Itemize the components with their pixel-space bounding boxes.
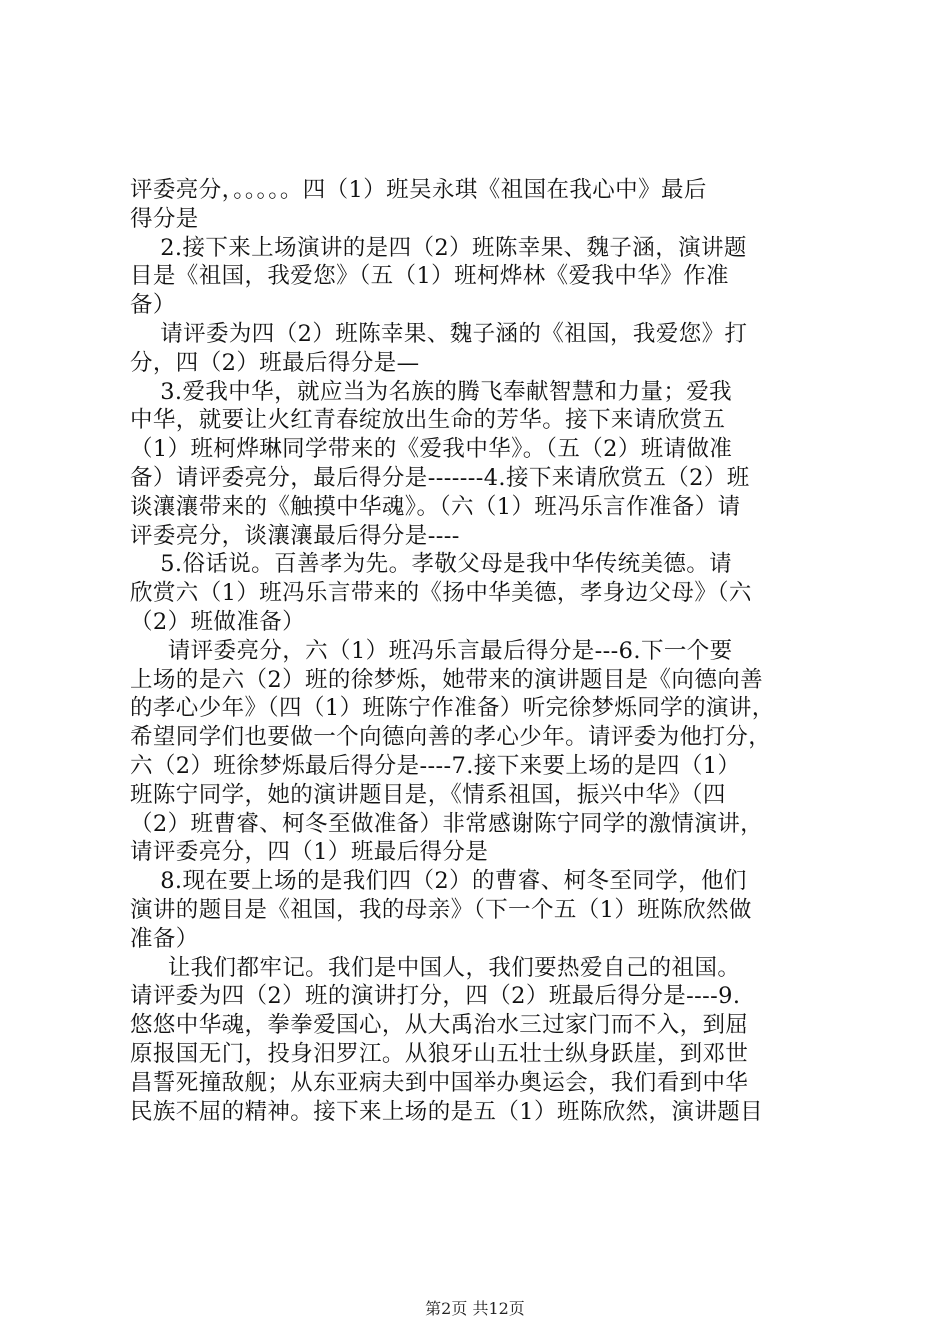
text-line: 让我们都牢记。我们是中国人，我们要热爱自己的祖国。: [130, 954, 741, 981]
document-body: [130, 176, 836, 1126]
text-line: 准备）: [130, 925, 199, 952]
text-line: 备）: [130, 292, 176, 319]
text-line: 评委亮分，。。。。。四（1）班吴永琪《祖国在我心中》最后: [130, 177, 707, 203]
text-line: 分，四（2）班最后得分是—: [130, 349, 420, 376]
text-line: （2）班曹睿、柯冬至做准备）非常感谢陈宁同学的激情演讲，: [130, 810, 764, 837]
text-line: 备）请评委亮分，最后得分是-------4.接下来请欣赏五（2）班: [130, 464, 750, 491]
text-line: 演讲的题目是《祖国，我的母亲》（下一个五（1）班陈欣然做: [130, 896, 752, 923]
text-line: 3.爱我中华，就应当为名族的腾飞奉献智慧和力量；爱我: [130, 378, 733, 405]
text-line: 谈瀼瀼带来的《触摸中华魂》。（六（1）班冯乐言作准备）请: [130, 493, 741, 520]
text-line: 六（2）班徐梦烁最后得分是----7.接下来要上场的是四（1）: [130, 752, 741, 779]
text-line: 目是《祖国，我爱您》（五（1）班柯烨林《爱我中华》作准: [130, 263, 729, 290]
text-line: 请评委为四（2）班的演讲打分，四（2）班最后得分是----9.: [130, 983, 741, 1010]
text-line: 5.俗话说。百善孝为先。孝敬父母是我中华传统美德。请: [130, 551, 733, 578]
page-footer: 第2页 共12页: [425, 1299, 525, 1318]
text-line: 请评委亮分，四（1）班最后得分是: [130, 839, 489, 866]
text-line: 班陈宁同学，她的演讲题目是，《情系祖国，振兴中华》（四: [130, 781, 726, 808]
text-line: 昌誓死撞敌舰；从东亚病夫到中国举办奥运会，我们看到中华: [130, 1069, 749, 1096]
text-line: 欣赏六（1）班冯乐言带来的《扬中华美德，孝身边父母》（六: [130, 580, 752, 607]
text-line: 悠悠中华魂，拳拳爱国心，从大禹治水三过家门而不入，到屈: [130, 1012, 749, 1039]
text-line: 2.接下来上场演讲的是四（2）班陈幸果、魏子涵，演讲题: [130, 234, 747, 261]
text-line: 评委亮分，谈瀼瀼最后得分是----: [130, 522, 460, 549]
text-line: 请评委亮分，六（1）班冯乐言最后得分是---6.下一个要: [130, 637, 733, 664]
text-line: 原报国无门，投身汨罗江。从狼牙山五壮士纵身跃崖，到邓世: [130, 1040, 749, 1067]
text-line: 上场的是六（2）班的徐梦烁，她带来的演讲题目是《向德向善: [130, 666, 764, 693]
text-line: 希望同学们也要做一个向德向善的孝心少年。请评委为他打分，: [130, 724, 772, 751]
text-line: （2）班做准备）: [130, 608, 306, 635]
text-line: 中华，就要让火红青春绽放出生命的芳华。接下来请欣赏五: [130, 407, 726, 434]
text-line: 得分是: [130, 205, 199, 232]
text-line: 的孝心少年》（四（1）班陈宁作准备）听完徐梦烁同学的演讲，: [130, 695, 775, 722]
text-line: 请评委为四（2）班陈幸果、魏子涵的《祖国，我爱您》打: [130, 320, 748, 347]
text-line: 8.现在要上场的是我们四（2）的曹睿、柯冬至同学，他们: [130, 868, 747, 895]
text-line: 民族不屈的精神。接下来上场的是五（1）班陈欣然，演讲题目: [130, 1098, 764, 1125]
text-line: （1）班柯烨琳同学带来的《爱我中华》。（五（2）班请做准: [130, 436, 733, 463]
